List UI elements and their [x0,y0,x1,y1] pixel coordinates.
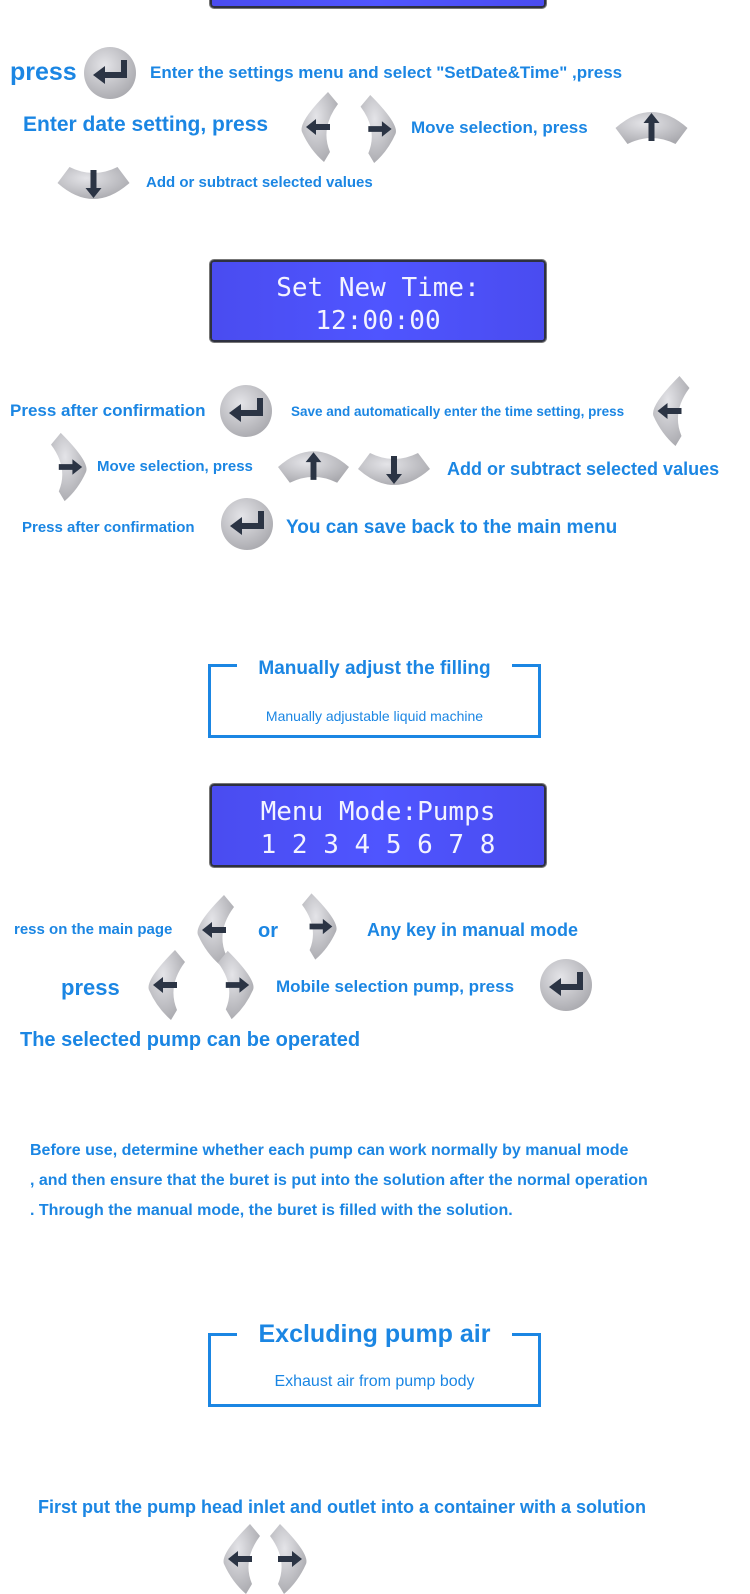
paragraph-line: , and then ensure that the buret is put into the solution after the normal operation [30,1172,648,1189]
section-header-manual [208,658,541,738]
lcd-display-menu [210,784,546,867]
right-arrow-key-icon [51,432,88,502]
right-arrow-key-icon [302,893,338,960]
left-arrow-key-icon [651,376,690,446]
right-arrow-key-icon [270,1524,308,1594]
enter-key-icon [220,497,274,551]
section-title: Manually adjust the filling [258,658,491,679]
enter-key-icon [219,384,273,438]
enter-key-icon [539,958,593,1012]
down-arrow-key-icon [57,163,130,201]
section-subtitle: Exhaust air from pump body [274,1373,475,1390]
up-arrow-key-icon [615,110,688,148]
lcd-display-time [210,260,546,342]
section-header-air [208,1320,541,1407]
section-subtitle: Manually adjustable liquid machine [265,708,484,724]
press-label: press [61,975,120,1000]
lcd-display-top [210,0,546,8]
move-selection-text: Move selection, press [411,118,588,137]
or-text: or [258,920,278,942]
lcd-line-1: Menu Mode:Pumps [260,797,496,827]
add-subtract-text: Add or subtract selected values [146,174,373,191]
any-key-text: Any key in manual mode [367,920,579,940]
left-arrow-key-icon [222,1524,260,1594]
press-label: press [10,58,77,86]
paragraph-line: . Through the manual mode, the buret is filled with the solution. [30,1202,513,1219]
down-arrow-key-icon [358,449,430,487]
confirm-text-1: Press after confirmation [10,401,206,420]
move-selection-text: Move selection, press [97,458,253,475]
lcd-line-2: 12:00:00 [315,306,441,336]
lcd-line-1: Set New Time: [276,273,480,303]
save-time-text: Save and automatically enter the time setting, press [291,404,625,419]
pump-operated-text: The selected pump can be operated [20,1029,361,1051]
up-arrow-key-icon [278,449,349,487]
left-arrow-key-icon [147,950,185,1020]
save-back-text: You can save back to the main menu [286,517,618,538]
confirm-text-2: Press after confirmation [22,519,195,536]
main-page-text: ress on the main page [14,921,173,938]
first-put-text: First put the pump head inlet and outlet into a container with a solution [38,1497,647,1517]
lcd-line-2: 1 2 3 4 5 6 7 8 [260,830,496,860]
settings-menu-text: Enter the settings menu and select "SetDate&Time" ,press [150,63,623,82]
right-arrow-key-icon [218,950,255,1020]
right-arrow-key-icon [360,95,398,163]
left-arrow-key-icon [300,92,338,162]
enter-key-icon [83,46,137,100]
mobile-select-text: Mobile selection pump, press [276,977,515,996]
section-title: Excluding pump air [258,1320,491,1348]
add-subtract-text: Add or subtract selected values [447,459,720,479]
paragraph-line: Before use, determine whether each pump can work normally by manual mode [30,1142,629,1159]
date-setting-text: Enter date setting, press [23,113,269,136]
